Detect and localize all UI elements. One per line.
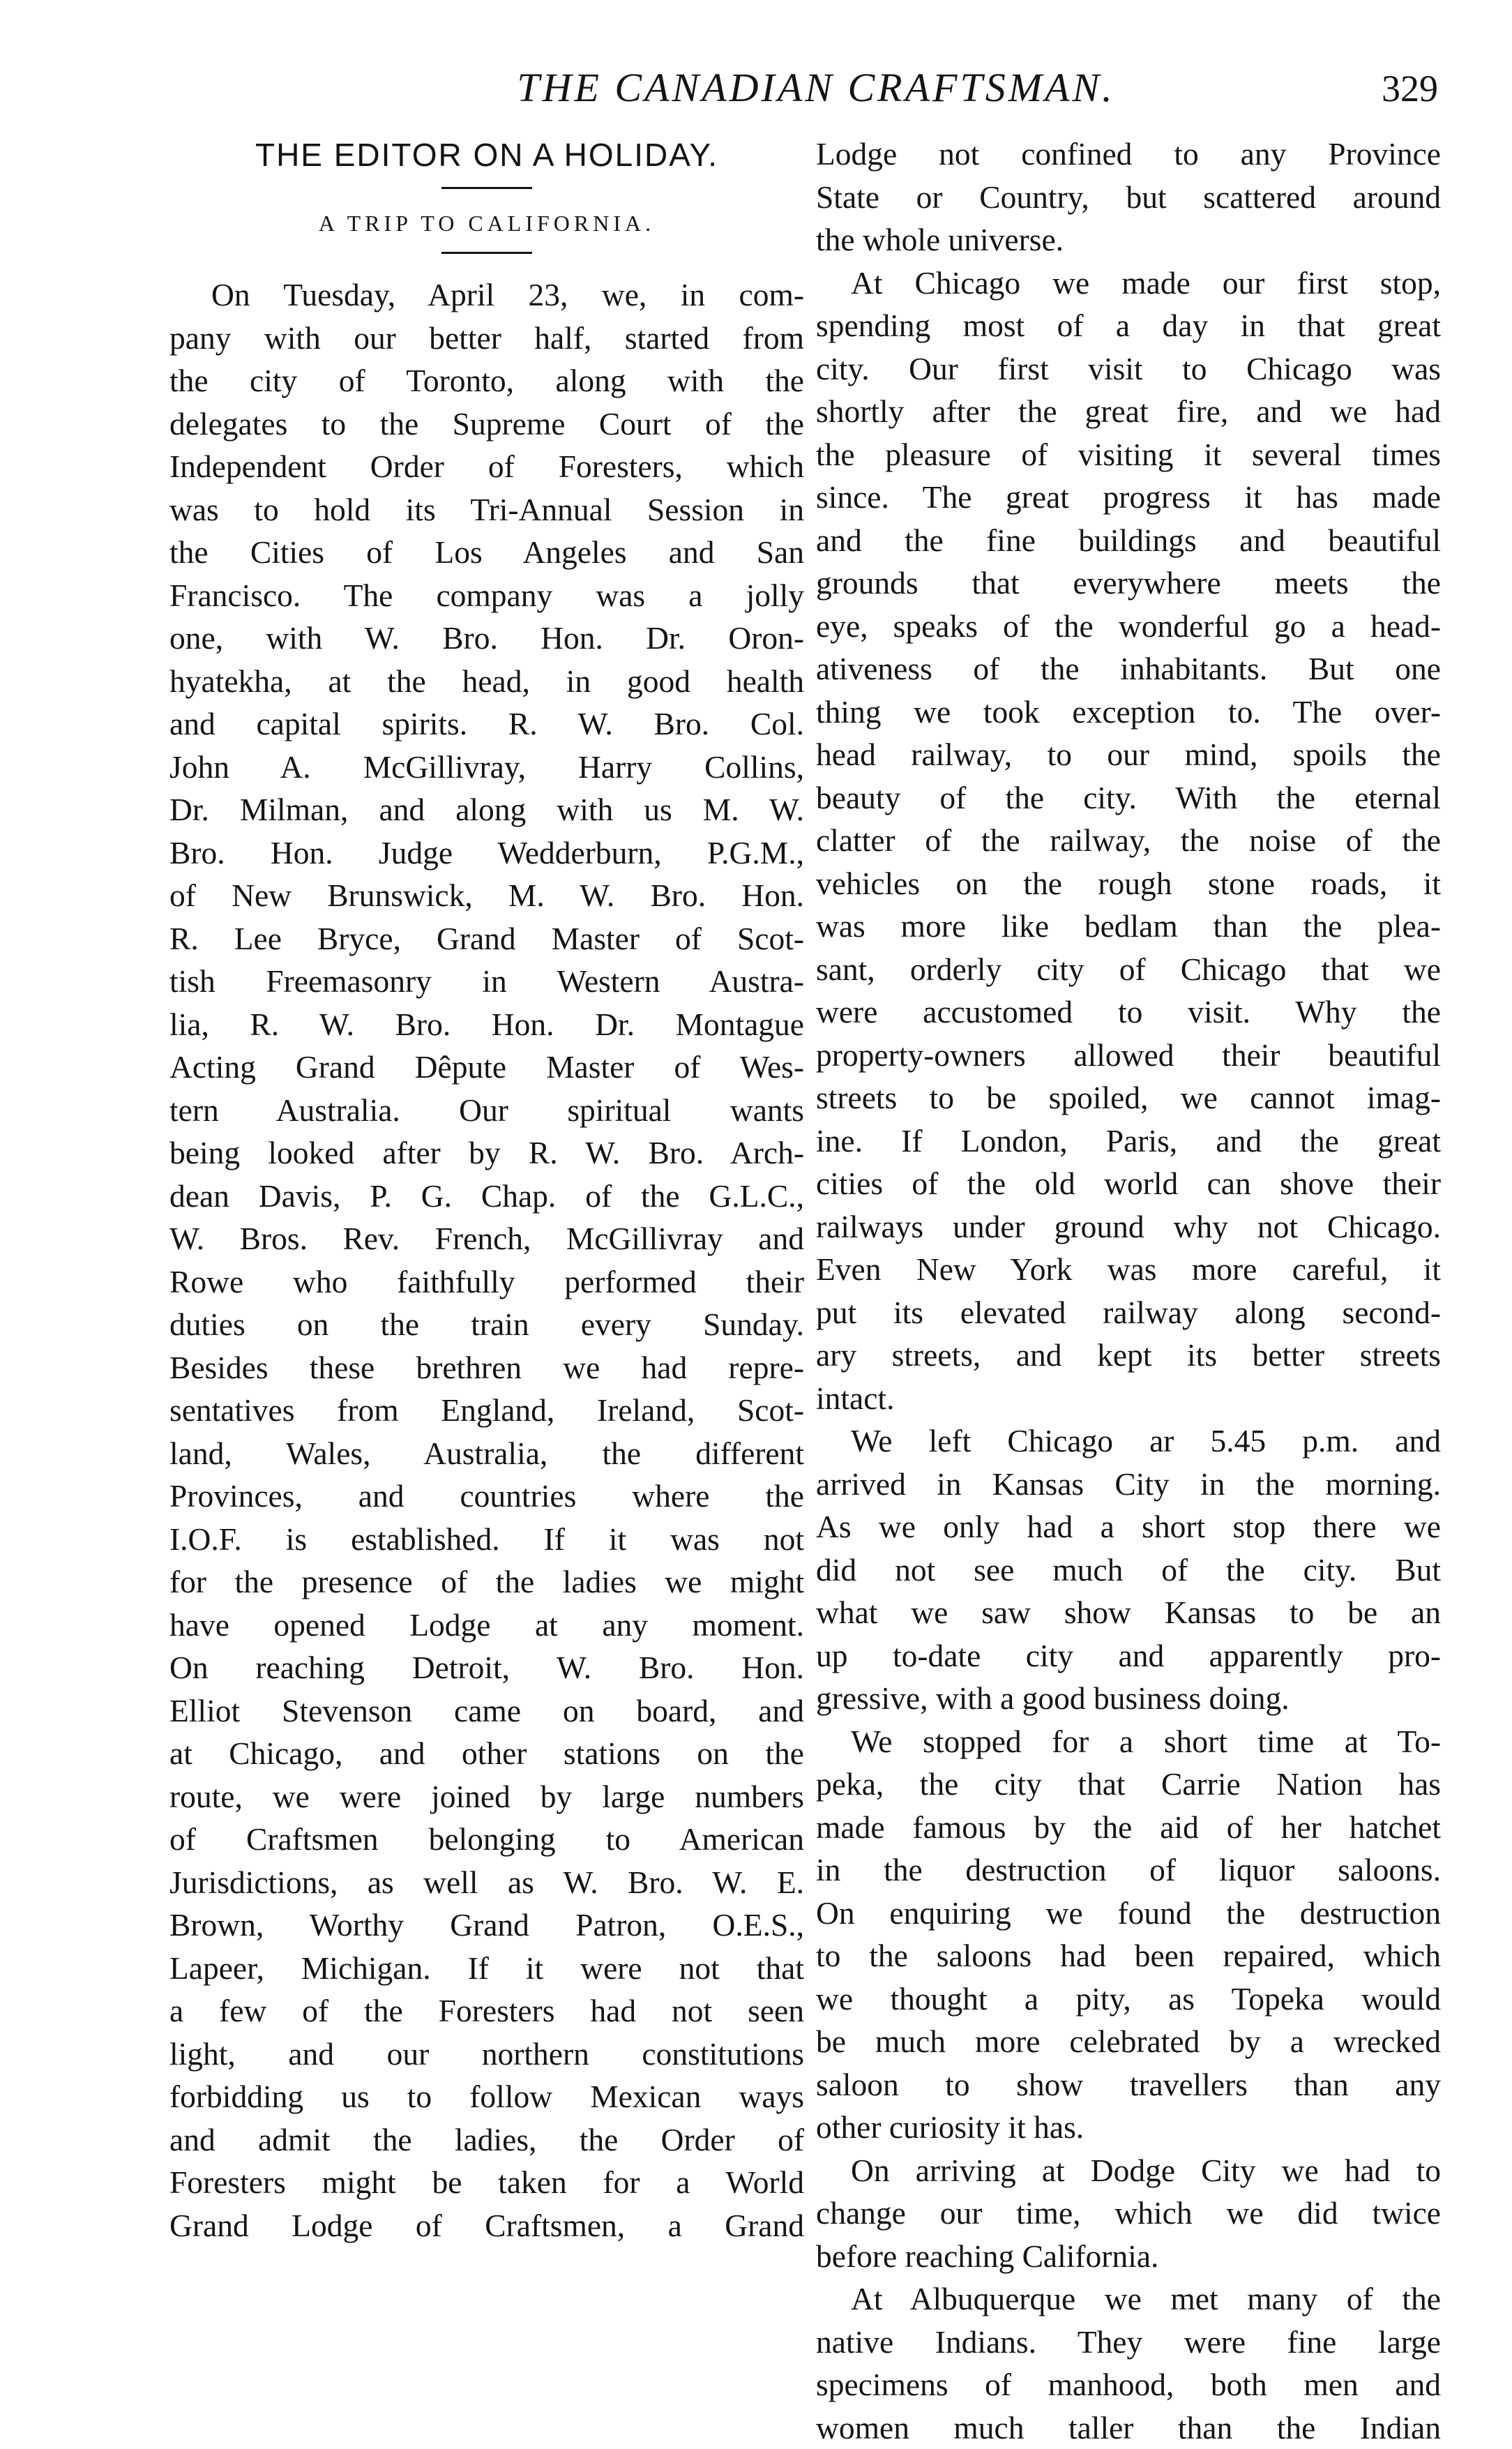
text-line: ine. If London, Paris, and the great xyxy=(816,1120,1441,1163)
text-line: native Indians. They were fine large xyxy=(816,2321,1441,2364)
text-line: At Chicago we made our first stop, xyxy=(816,262,1441,305)
text-line: we thought a pity, as Topeka would xyxy=(816,1977,1441,2021)
article-subtitle: A TRIP TO CALIFORNIA. xyxy=(169,209,804,238)
text-line: put its elevated railway along second- xyxy=(816,1291,1441,1334)
text-line: duties on the train every Sunday. xyxy=(169,1303,804,1346)
text-line: since. The great progress it has made xyxy=(816,476,1441,519)
text-line: did not see much of the city. But xyxy=(816,1548,1441,1592)
text-line: to the saloons had been repaired, which xyxy=(816,1934,1441,1977)
text-line: Jurisdictions, as well as W. Bro. W. E. xyxy=(169,1861,804,1904)
text-line: I.O.F. is established. If it was not xyxy=(169,1518,804,1561)
text-line: be much more celebrated by a wrecked xyxy=(816,2020,1441,2063)
text-line: As we only had a short stop there we xyxy=(816,1505,1441,1548)
text-line: arrived in Kansas City in the morning. xyxy=(816,1463,1441,1506)
text-line: spending most of a day in that great xyxy=(816,304,1441,347)
text-line: On reaching Detroit, W. Bro. Hon. xyxy=(169,1646,804,1689)
text-line: peka, the city that Carrie Nation has xyxy=(816,1763,1441,1806)
text-line: Lapeer, Michigan. If it were not that xyxy=(169,1947,804,1990)
text-line: light, and our northern constitutions xyxy=(169,2033,804,2076)
text-line: made famous by the aid of her hatchet xyxy=(816,1806,1441,1849)
paragraph xyxy=(816,1419,1441,1720)
text-line: cities of the old world can shove their xyxy=(816,1162,1441,1205)
text-line: have opened Lodge at any moment. xyxy=(169,1604,804,1647)
text-line: Dr. Milman, and along with us M. W. xyxy=(169,788,804,831)
text-line: W. Bros. Rev. French, McGillivray and xyxy=(169,1217,804,1260)
text-line: city. Our first visit to Chicago was xyxy=(816,347,1441,391)
text-line: at Chicago, and other stations on the xyxy=(169,1732,804,1775)
text-line: R. Lee Bryce, Grand Master of Scot- xyxy=(169,917,804,960)
text-line: John A. McGillivray, Harry Collins, xyxy=(169,746,804,789)
text-line: State or Country, but scattered around xyxy=(816,176,1441,219)
text-line: a few of the Foresters had not seen xyxy=(169,1989,804,2033)
text-line: sant, orderly city of Chicago that we xyxy=(816,948,1441,991)
text-line: Grand Lodge of Craftsmen, a Grand xyxy=(169,2204,804,2247)
text-line: beauty of the city. With the eternal xyxy=(816,776,1441,820)
paragraph xyxy=(816,262,1441,1420)
text-line: Brown, Worthy Grand Patron, O.E.S., xyxy=(169,1904,804,1947)
text-line: We left Chicago ar 5.45 p.m. and xyxy=(816,1419,1441,1463)
text-line: other curiosity it has. xyxy=(816,2106,1441,2149)
text-line: the pleasure of visiting it several times xyxy=(816,433,1441,476)
text-line: before reaching California. xyxy=(816,2235,1441,2278)
page-number: 329 xyxy=(1361,67,1438,110)
text-line: Foresters might be taken for a World xyxy=(169,2161,804,2204)
text-line: pany with our better half, started from xyxy=(169,317,804,360)
text-line: dean Davis, P. G. Chap. of the G.L.C., xyxy=(169,1175,804,1218)
text-line: was more like bedlam than the plea- xyxy=(816,905,1441,948)
text-line: and capital spirits. R. W. Bro. Col. xyxy=(169,702,804,746)
text-line: streets to be spoiled, we cannot imag- xyxy=(816,1076,1441,1120)
text-line: Rowe who faithfully performed their xyxy=(169,1260,804,1304)
text-line: On arriving at Dodge City we had to xyxy=(816,2149,1441,2192)
text-line: thing we took exception to. The over- xyxy=(816,691,1441,734)
text-line: Acting Grand Dêpute Master of Wes- xyxy=(169,1046,804,1089)
text-line: one, with W. Bro. Hon. Dr. Oron- xyxy=(169,617,804,660)
text-line: forbidding us to follow Mexican ways xyxy=(169,2075,804,2118)
text-line: Besides these brethren we had repre- xyxy=(169,1346,804,1389)
paragraph xyxy=(816,2149,1441,2278)
text-line: Bro. Hon. Judge Wedderburn, P.G.M., xyxy=(169,831,804,875)
text-line: shortly after the great fire, and we had xyxy=(816,390,1441,433)
text-line: for the presence of the ladies we might xyxy=(169,1560,804,1604)
text-line: what we saw show Kansas to be an xyxy=(816,1591,1441,1634)
text-line: up to-date city and apparently pro- xyxy=(816,1634,1441,1678)
text-line: ativeness of the inhabitants. But one xyxy=(816,647,1441,691)
text-line: the Cities of Los Angeles and San xyxy=(169,531,804,574)
text-line: and the fine buildings and beautiful xyxy=(816,519,1441,562)
text-line: the whole universe. xyxy=(816,218,1441,262)
text-line: sentatives from England, Ireland, Scot- xyxy=(169,1389,804,1432)
text-line: women much taller than the Indian xyxy=(816,2406,1441,2449)
text-line: hyatekha, at the head, in good health xyxy=(169,660,804,703)
text-line: was to hold its Tri-Annual Session in xyxy=(169,488,804,532)
text-line: On enquiring we found the destruction xyxy=(816,1892,1441,1935)
text-line: of Craftsmen belonging to American xyxy=(169,1818,804,1861)
text-line: Lodge not confined to any Province xyxy=(816,133,1441,176)
text-line: the city of Toronto, along with the xyxy=(169,359,804,402)
text-line: Francisco. The company was a jolly xyxy=(169,574,804,617)
text-line: delegates to the Supreme Court of the xyxy=(169,402,804,446)
text-line: At Albuquerque we met many of the xyxy=(816,2277,1441,2321)
text-line: lia, R. W. Bro. Hon. Dr. Montague xyxy=(169,1003,804,1046)
paragraph xyxy=(816,2277,1441,2449)
text-line: property-owners allowed their beautiful xyxy=(816,1034,1441,1077)
text-line: Independent Order of Foresters, which xyxy=(169,445,804,488)
text-line: and admit the ladies, the Order of xyxy=(169,2118,804,2162)
text-line: of New Brunswick, M. W. Bro. Hon. xyxy=(169,874,804,917)
article-title: THE EDITOR ON A HOLIDAY. xyxy=(169,133,804,177)
text-line: Provinces, and countries where the xyxy=(169,1475,804,1518)
text-line: head railway, to our mind, spoils the xyxy=(816,733,1441,776)
text-line: being looked after by R. W. Bro. Arch- xyxy=(169,1131,804,1175)
paragraph xyxy=(816,1720,1441,2149)
text-line: specimens of manhood, both men and xyxy=(816,2363,1441,2406)
text-line: tish Freemasonry in Western Austra- xyxy=(169,960,804,1003)
paragraph xyxy=(816,133,1441,262)
text-line: eye, speaks of the wonderful go a head- xyxy=(816,605,1441,648)
text-line: railways under ground why not Chicago. xyxy=(816,1205,1441,1249)
text-line: vehicles on the rough stone roads, it xyxy=(816,862,1441,905)
text-line: saloon to show travellers than any xyxy=(816,2063,1441,2107)
text-line: grounds that everywhere meets the xyxy=(816,562,1441,605)
text-line: in the destruction of liquor saloons. xyxy=(816,1848,1441,1892)
text-line: route, we were joined by large numbers xyxy=(169,1775,804,1818)
left-column xyxy=(169,133,804,2247)
text-line: intact. xyxy=(816,1377,1441,1420)
right-column xyxy=(816,133,1441,2449)
text-line: were accustomed to visit. Why the xyxy=(816,990,1441,1034)
text-line: change our time, which we did twice xyxy=(816,2192,1441,2235)
left-column-body xyxy=(169,273,804,2247)
text-line: tern Australia. Our spiritual wants xyxy=(169,1089,804,1132)
text-line: We stopped for a short time at To- xyxy=(816,1720,1441,1763)
title-rule xyxy=(441,187,532,189)
text-line: ary streets, and kept its better streets xyxy=(816,1334,1441,1377)
subtitle-rule xyxy=(441,252,532,254)
text-line: clatter of the railway, the noise of the xyxy=(816,819,1441,862)
text-line: gressive, with a good business doing. xyxy=(816,1677,1441,1720)
text-line: Elliot Stevenson came on board, and xyxy=(169,1689,804,1733)
text-line: On Tuesday, April 23, we, in com- xyxy=(169,273,804,317)
running-title: THE CANADIAN CRAFTSMAN. xyxy=(432,64,1200,111)
text-line: Even New York was more careful, it xyxy=(816,1248,1441,1291)
text-line: land, Wales, Australia, the different xyxy=(169,1432,804,1475)
